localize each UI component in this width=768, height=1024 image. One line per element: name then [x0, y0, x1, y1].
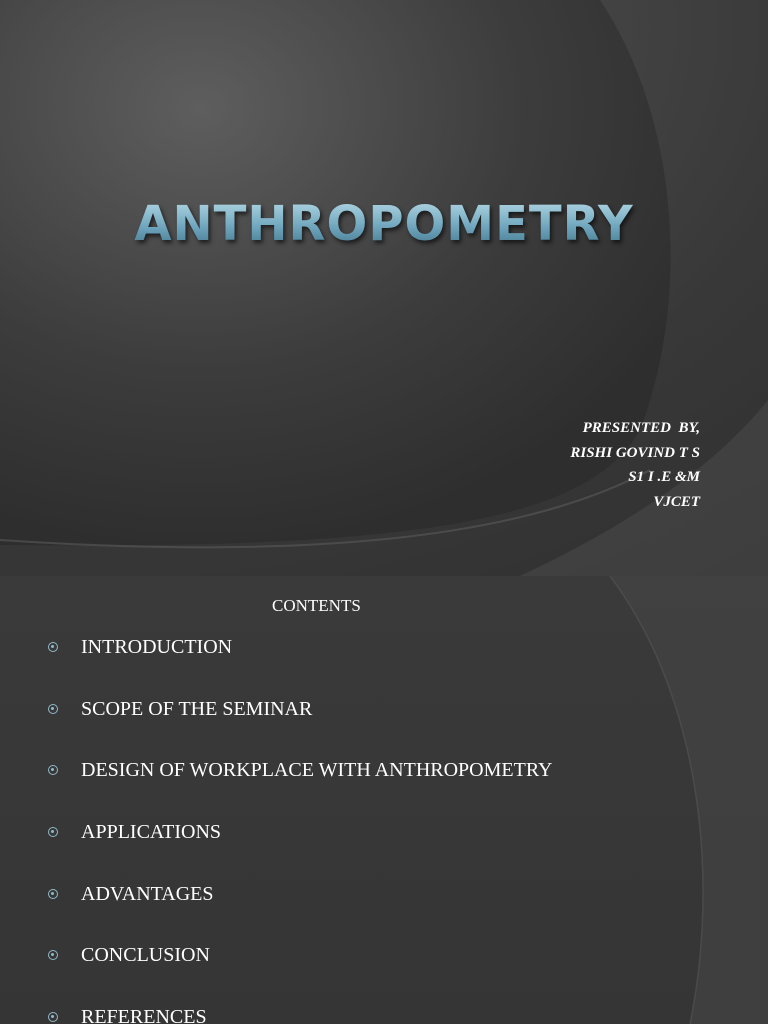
- list-item: [48, 821, 553, 883]
- bullet-icon: [48, 889, 58, 899]
- bullet-icon: [48, 765, 58, 775]
- bullet-icon: [48, 827, 58, 837]
- list-item: [48, 759, 553, 821]
- list-item: [48, 944, 553, 1006]
- list-item-label: ADVANTAGES: [81, 882, 214, 905]
- list-item-label: APPLICATIONS: [81, 821, 222, 844]
- presenter-line: PRESENTED BY,: [582, 420, 700, 436]
- contents-heading: CONTENTS: [272, 596, 361, 615]
- list-item-label: REFERENCES: [81, 1006, 207, 1024]
- presenter-info: [570, 416, 700, 514]
- slide-title: ANTHROPOMETRY: [0, 196, 768, 252]
- bullet-icon: [48, 950, 58, 960]
- list-item: [48, 883, 553, 945]
- list-item-label: SCOPE OF THE SEMINAR: [81, 697, 313, 720]
- bullet-icon: [48, 642, 58, 652]
- contents-slide: [0, 576, 768, 1024]
- bullet-icon: [48, 1012, 58, 1022]
- list-item-label: CONCLUSION: [81, 944, 210, 967]
- list-item: [48, 698, 553, 760]
- presenter-class: S1 I .E &M: [628, 469, 700, 485]
- list-item-label: DESIGN OF WORKPLACE WITH ANTHROPOMETRY: [81, 759, 553, 782]
- bullet-icon: [48, 704, 58, 714]
- list-item: [48, 636, 553, 698]
- presenter-college: VJCET: [653, 493, 700, 510]
- list-item-label: INTRODUCTION: [81, 636, 233, 658]
- contents-list: [48, 636, 553, 1024]
- list-item: [48, 1006, 553, 1024]
- presenter-name: RISHI GOVIND T S: [570, 444, 700, 461]
